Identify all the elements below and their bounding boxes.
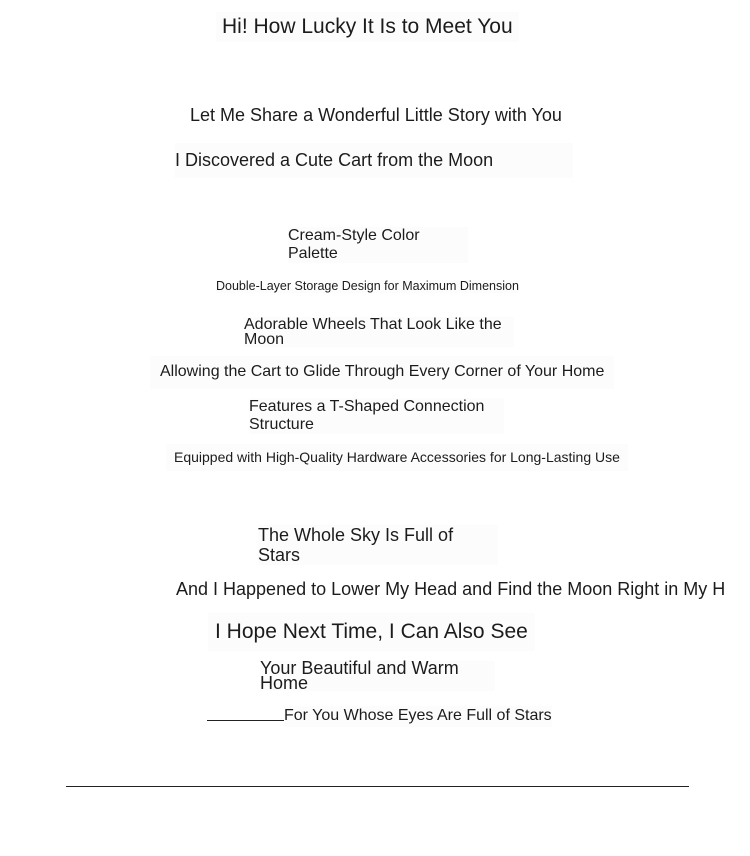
- sky-line: The Whole Sky Is Full of Stars: [258, 525, 498, 565]
- greeting-heading: Hi! How Lucky It Is to Meet You: [216, 12, 519, 42]
- dedication-underline: [207, 720, 284, 721]
- feature-t-structure: Features a T-Shaped Connection Structure: [249, 398, 504, 434]
- feature-hardware: Equipped with High-Quality Hardware Accessories for Long-Lasting Use: [166, 444, 628, 471]
- feature-glide: Allowing the Cart to Glide Through Every Corner of Your Home: [150, 356, 614, 389]
- home-line: Your Beautiful and Warm Home: [260, 661, 495, 691]
- hope-line: I Hope Next Time, I Can Also See: [208, 613, 535, 651]
- dedication-line: For You Whose Eyes Are Full of Stars: [284, 706, 552, 727]
- moon-line: And I Happened to Lower My Head and Find the Moon Right in My H: [176, 579, 726, 599]
- intro-line: Let Me Share a Wonderful Little Story with You: [190, 105, 562, 125]
- discovery-line: I Discovered a Cute Cart from the Moon: [175, 143, 573, 178]
- feature-color-palette: Cream-Style Color Palette: [288, 227, 468, 263]
- footer-divider: [66, 786, 689, 787]
- feature-wheels: Adorable Wheels That Look Like the Moon: [244, 317, 514, 347]
- feature-storage: Double-Layer Storage Design for Maximum Dimension: [216, 279, 519, 293]
